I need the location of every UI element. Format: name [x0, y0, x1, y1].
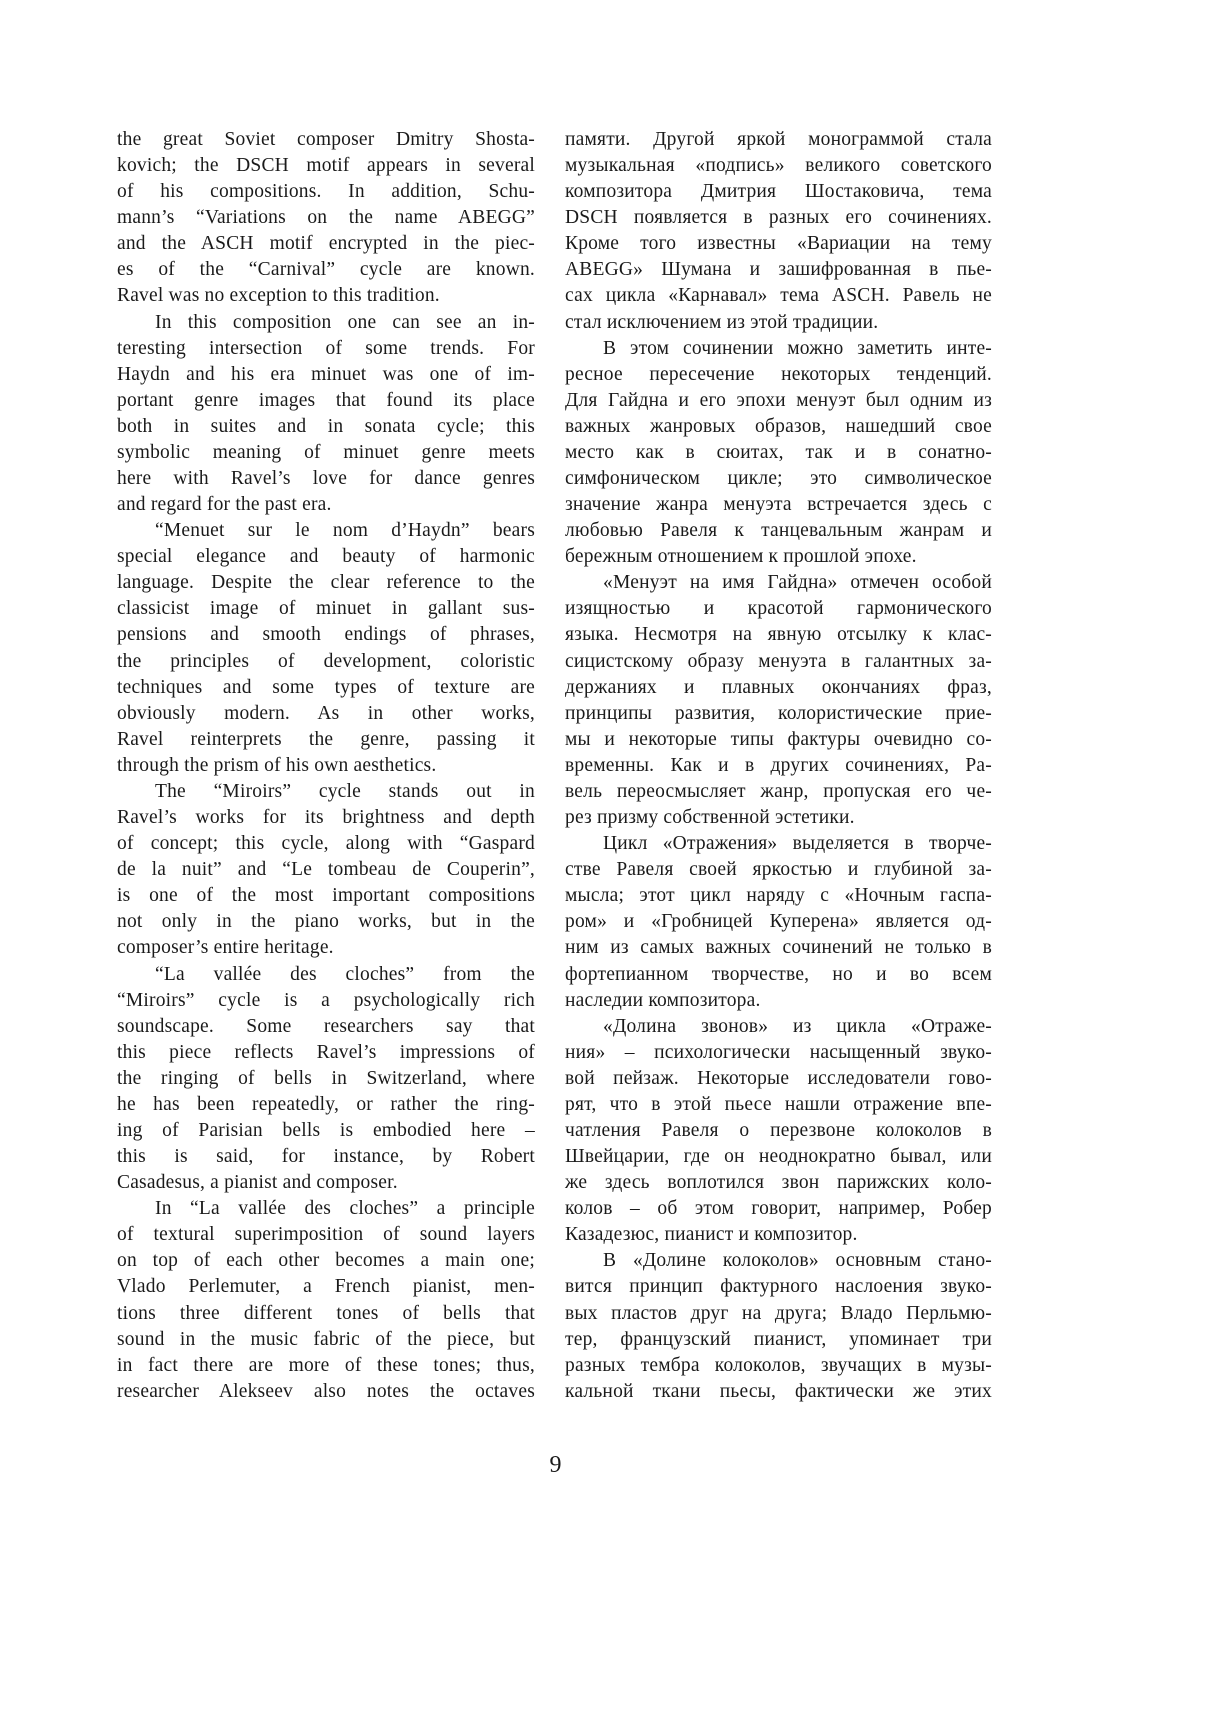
text-line: language. Despite the clear reference to the	[117, 572, 535, 594]
text-line: es of the “Carnival” cycle are known.	[117, 259, 535, 281]
text-line: «Долина звонов» из цикла «Отраже-	[603, 1015, 992, 1037]
text-line: вится принцип фактурного наслоения звуко-	[565, 1276, 992, 1298]
text-line: tions three different tones of bells that	[117, 1302, 535, 1324]
paragraph	[565, 336, 992, 571]
text-line: В «Долине колоколов» основным стано-	[603, 1250, 992, 1272]
text-line: obviously modern. As in other works,	[117, 702, 535, 724]
page-number: 9	[549, 1452, 562, 1478]
text-line: же здесь воплотился звон парижских коло-	[565, 1172, 992, 1194]
text-line: кальной ткани пьесы, фактически же этих	[565, 1380, 992, 1402]
text-line: сах цикла «Карнавал» тема ASCH. Равель не	[565, 285, 992, 307]
text-line: through the prism of his own aesthetics.	[117, 754, 437, 776]
text-line: ABEGG» Шумана и зашифрованная в пье-	[565, 259, 992, 281]
text-line: В этом сочинении можно заметить инте-	[603, 337, 992, 359]
text-line: Ravel was no exception to this tradition.	[117, 285, 440, 307]
text-line: techniques and some types of texture are	[117, 676, 535, 698]
text-line: not only in the piano works, but in the	[117, 911, 535, 933]
text-line: стал исключением из этой традиции.	[565, 311, 879, 333]
text-line: in fact there are more of these tones; thus,	[117, 1354, 535, 1376]
text-line: Кроме того известны «Вариации на тему	[565, 233, 992, 255]
text-line: he has been repeatedly, or rather the ring-	[117, 1093, 535, 1115]
text-line: фортепианном творчестве, но и во всем	[565, 963, 992, 985]
paragraph	[565, 1248, 992, 1404]
text-line: of concept; this cycle, along with “Gaspard	[117, 833, 535, 855]
text-line: временны. Как и в других сочинениях, Ра-	[565, 754, 992, 776]
text-line: сицистскому образу менуэта в галантных за-	[565, 650, 992, 672]
text-line: teresting intersection of some trends. For	[117, 337, 535, 359]
text-line: researcher Alekseev also notes the octaves	[117, 1380, 535, 1402]
text-line: ресное пересечение некоторых тенденций.	[565, 363, 992, 385]
text-line: мысла; этот цикл наряду с «Ночным гаспа-	[565, 885, 992, 907]
text-line: место как в сюитах, так и в сонатно-	[565, 441, 992, 463]
russian-text-column	[565, 127, 992, 1405]
text-line: тер, французский пианист, упоминает три	[565, 1328, 992, 1350]
text-line: Ravel reinterprets the genre, passing it	[117, 728, 535, 750]
text-line: portant genre images that found its place	[117, 389, 535, 411]
text-line: памяти. Другой яркой монограммой стала	[565, 129, 992, 150]
text-line: мы и некоторые типы фактуры очевидно со-	[565, 728, 992, 750]
text-line: In “La vallée des cloches” a principle	[155, 1198, 535, 1220]
text-line: In this composition one can see an in-	[155, 311, 535, 333]
text-line: «Менуэт на имя Гайдна» отмечен особой	[603, 572, 992, 594]
text-line: любовью Равеля к танцевальным жанрам и	[565, 520, 992, 542]
text-line: Casadesus, a pianist and composer.	[117, 1172, 398, 1194]
paragraph	[117, 310, 535, 519]
text-line: here with Ravel’s love for dance genres	[117, 468, 535, 490]
text-line: вой пейзаж. Некоторые исследователи гово-	[565, 1067, 992, 1089]
text-line: the ringing of bells in Switzerland, where	[117, 1067, 535, 1089]
text-line: разных тембра колоколов, звучащих в музы-	[565, 1354, 992, 1376]
text-line: soundscape. Some researchers say that	[117, 1015, 535, 1037]
text-line: рез призму собственной эстетики.	[565, 807, 855, 829]
text-line: “Menuet sur le nom d’Haydn” bears	[155, 520, 535, 542]
text-line: языка. Несмотря на явную отсылку к клас-	[565, 624, 992, 646]
text-line: вых пластов друг на друга; Владо Перльмю-	[565, 1302, 992, 1324]
paragraph	[565, 1014, 992, 1249]
text-line: pensions and smooth endings of phrases,	[117, 624, 535, 646]
paragraph	[117, 962, 535, 1197]
text-line: музыкальная «подпись» великого советского	[565, 155, 992, 177]
text-line: of textural superimposition of sound layers	[117, 1224, 535, 1246]
paragraph	[117, 127, 535, 310]
text-line: Казадезюс, пианист и композитор.	[565, 1224, 858, 1246]
text-line: kovich; the DSCH motif appears in several	[117, 155, 535, 177]
text-line: изящностью и красотой гармонического	[565, 598, 992, 620]
text-line: the great Soviet composer Dmitry Shosta-	[117, 129, 535, 150]
text-line: is one of the most important compositions	[117, 885, 535, 907]
text-line: The “Miroirs” cycle stands out in	[155, 780, 535, 802]
text-line: special elegance and beauty of harmonic	[117, 546, 535, 568]
paragraph	[117, 518, 535, 779]
text-line: вель переосмысляет жанр, пропуская его че-	[565, 780, 992, 802]
text-line: наследии композитора.	[565, 989, 761, 1011]
text-line: стве Равеля своей яркостью и глубиной за-	[565, 859, 992, 881]
paragraph	[565, 127, 992, 336]
text-line: Для Гайдна и его эпохи менуэт был одним из	[565, 389, 992, 411]
text-line: Швейцарии, где он неоднократно бывал, или	[565, 1146, 992, 1168]
text-line: mann’s “Variations on the name ABEGG”	[117, 207, 535, 229]
text-line: composer’s entire heritage.	[117, 937, 334, 959]
text-line: on top of each other becomes a main one;	[117, 1250, 535, 1272]
text-line: Haydn and his era minuet was one of im-	[117, 363, 535, 385]
text-line: Ravel’s works for its brightness and depth	[117, 807, 535, 829]
text-line: “La vallée des cloches” from the	[155, 963, 535, 985]
text-line: симфоническом цикле; это символическое	[565, 468, 992, 490]
text-line: of his compositions. In addition, Schu-	[117, 181, 535, 203]
text-line: sound in the music fabric of the piece, but	[117, 1328, 535, 1350]
text-line: both in suites and in sonata cycle; this	[117, 415, 535, 437]
text-line: бережным отношением к прошлой эпохе.	[565, 546, 917, 568]
text-line: ним из самых важных сочинений не только в	[565, 937, 992, 959]
paragraph	[117, 779, 535, 962]
english-text-column	[117, 127, 535, 1405]
text-line: рят, что в этой пьесе нашли отражение впе-	[565, 1093, 992, 1115]
text-line: ром» и «Гробницей Куперена» является од-	[565, 911, 992, 933]
text-line: значение жанра менуэта встречается здесь с	[565, 494, 992, 516]
text-line: чатления Равеля о перезвоне колоколов в	[565, 1119, 992, 1141]
text-line: DSCH появляется в разных его сочинениях.	[565, 207, 992, 229]
paragraph	[565, 570, 992, 831]
paragraph	[117, 1196, 535, 1405]
text-line: Цикл «Отражения» выделяется в творче-	[603, 833, 992, 855]
text-line: and the ASCH motif encrypted in the piec-	[117, 233, 535, 255]
text-line: ния» – психологически насыщенный звуко-	[565, 1041, 992, 1063]
text-line: Vlado Perlemuter, a French pianist, men-	[117, 1276, 535, 1298]
text-line: держаниях и плавных окончаниях фраз,	[565, 676, 992, 698]
text-line: ing of Parisian bells is embodied here –	[117, 1119, 535, 1141]
text-line: de la nuit” and “Le tombeau de Couperin”,	[117, 859, 535, 881]
text-line: важных жанровых образов, нашедший свое	[565, 415, 992, 437]
text-line: принципы развития, колористические прие-	[565, 702, 992, 724]
text-line: композитора Дмитрия Шостаковича, тема	[565, 181, 992, 203]
paragraph	[565, 831, 992, 1014]
text-line: and regard for the past era.	[117, 494, 332, 516]
text-line: колов – об этом говорит, например, Робер	[565, 1198, 992, 1220]
text-line: classicist image of minuet in gallant sus-	[117, 598, 535, 620]
text-line: this is said, for instance, by Robert	[117, 1146, 535, 1168]
text-line: symbolic meaning of minuet genre meets	[117, 441, 535, 463]
text-line: this piece reflects Ravel’s impressions of	[117, 1041, 535, 1063]
text-line: “Miroirs” cycle is a psychologically rich	[117, 989, 535, 1011]
text-line: the principles of development, coloristic	[117, 650, 535, 672]
